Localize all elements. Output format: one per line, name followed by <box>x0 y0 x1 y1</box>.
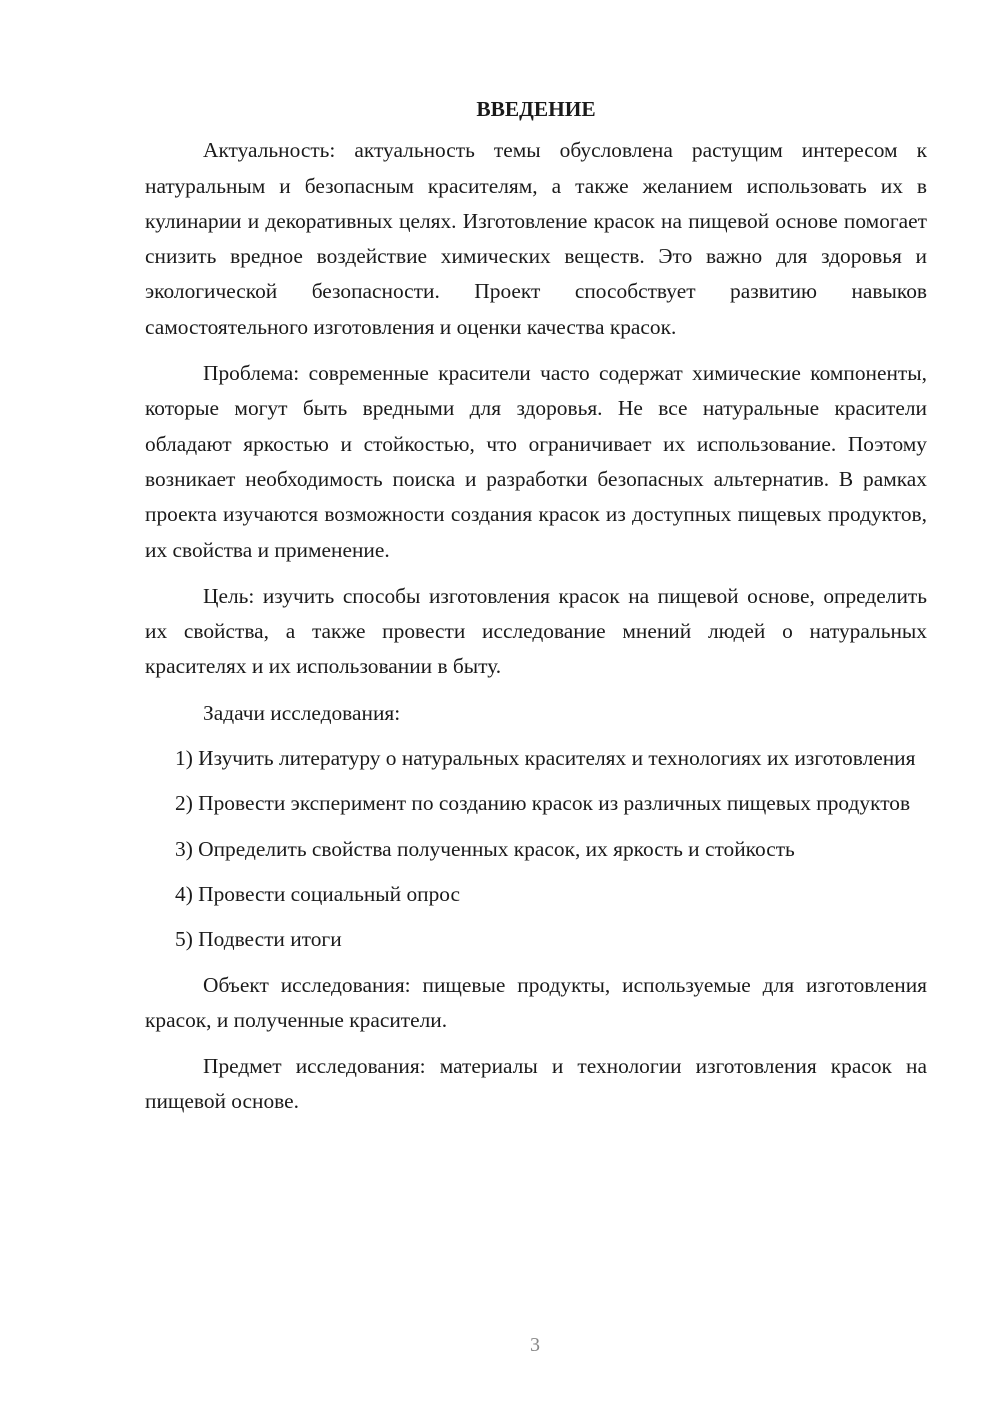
relevance-paragraph: Актуальность: актуальность темы обусловлена растущим интересом к натуральным и безопасным красителям, а также желанием использовать их в кулинарии и декоративных целях. Изготовление красок на пищевой основе помогает снизить вредное воздействие химических веществ. Это важно для здоровья и экологической безопасности. Проект способствует развитию навыков самостоятельного изготовления и оценки качества красок. <box>145 138 927 339</box>
goal-paragraph: Цель: изучить способы изготовления красок на пищевой основе, определить их свойства, а также провести исследование мнений людей о натуральных красителях и их использовании в быту. <box>145 583 927 679</box>
task-item: 1) Изучить литературу о натуральных красителях и технологиях их изготовления <box>175 746 916 771</box>
section-heading: ВВЕДЕНИЕ <box>476 97 596 121</box>
subject-paragraph: Предмет исследования: материалы и технологии изготовления красок на пищевой основе. <box>145 1054 927 1114</box>
task-item: 5) Подвести итоги <box>175 927 342 952</box>
tasks-heading: Задачи исследования: <box>203 700 401 725</box>
task-item: 2) Провести эксперимент по созданию красок из различных пищевых продуктов <box>175 791 911 816</box>
page-number: 3 <box>530 1334 540 1356</box>
problem-paragraph: Проблема: современные красители часто содержат химические компоненты, которые могут быть вредными для здоровья. Не все натуральные красители обладают яркостью и стойкостью, что ограничивает их использование. Поэтому возникает необходимость поиска и разработки безопасных альтернатив. В рамках проекта изучаются возможности создания красок из доступных пищевых продуктов, их свойства и применение. <box>145 361 927 562</box>
object-paragraph: Объект исследования: пищевые продукты, используемые для изготовления красок, и полученные красители. <box>145 972 927 1032</box>
document-page <box>145 92 927 1131</box>
task-item: 3) Определить свойства полученных красок, их яркость и стойкость <box>175 836 795 861</box>
task-item: 4) Провести социальный опрос <box>175 881 461 906</box>
